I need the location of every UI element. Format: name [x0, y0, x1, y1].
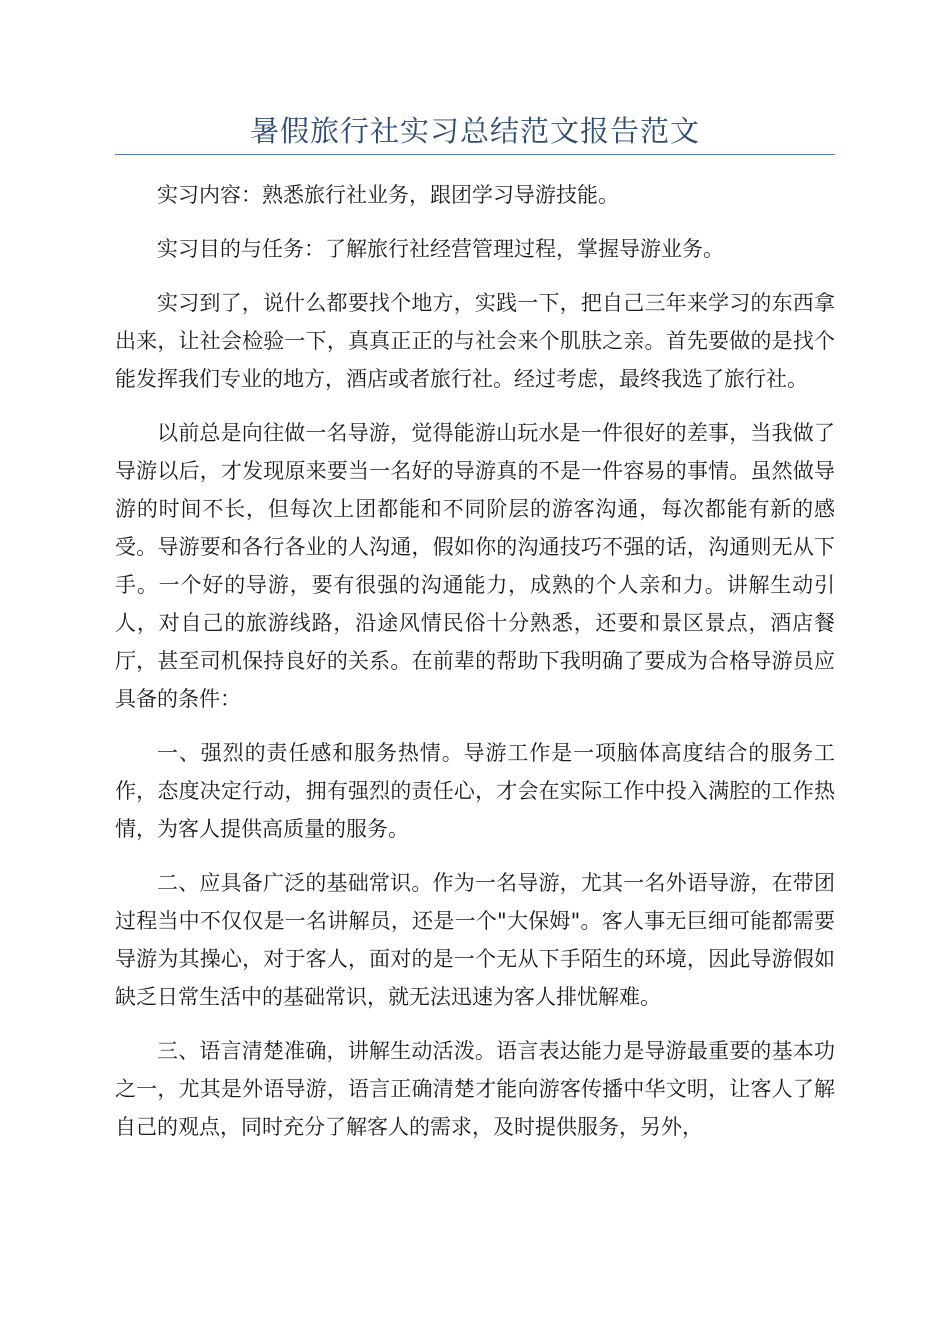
paragraph-intro: 实习到了，说什么都要找个地方，实践一下，把自己三年来学习的东西拿出来，让社会检验一下，真真正正的与社会来个肌肤之亲。首先要做的是找个能发挥我们专业的地方，酒店或者旅行社。经过考虑，最终我选了旅行社。	[115, 291, 835, 391]
document-body	[115, 176, 835, 1162]
paragraph-purpose: 实习目的与任务：了解旅行社经营管理过程，掌握导游业务。	[157, 237, 724, 261]
paragraph-point-one: 一、强烈的责任感和服务热情。导游工作是一项脑体高度结合的服务工作，态度决定行动，拥有强烈的责任心，才会在实际工作中投入满腔的工作热情，为客人提供高质量的服务。	[115, 741, 835, 841]
title-underline	[115, 154, 835, 155]
paragraph-experience: 以前总是向往做一名导游，觉得能游山玩水是一件很好的差事，当我做了导游以后，才发现原来要当一名好的导游真的不是一件容易的事情。虽然做导游的时间不长，但每次上团都能和不同阶层的游客沟通，每次都能有新的感受。导游要和各行各业的人沟通，假如你的沟通技巧不强的话，沟通则无从下手。一个好的导游，要有很强的沟通能力，成熟的个人亲和力。讲解生动引人，对自己的旅游线路，沿途风情民俗十分熟悉，还要和景区景点，酒店餐厅，甚至司机保持良好的关系。在前辈的帮助下我明确了要成为合格导游员应具备的条件：	[115, 421, 835, 711]
paragraph-content: 实习内容：熟悉旅行社业务，跟团学习导游技能。	[157, 183, 619, 207]
paragraph-point-two: 二、应具备广泛的基础常识。作为一名导游，尤其一名外语导游，在带团过程当中不仅仅是一名讲解员，还是一个"大保姆"。客人事无巨细可能都需要导游为其操心，对于客人，面对的是一个无从下手陌生的环境，因此导游假如缺乏日常生活中的基础常识，就无法迅速为客人排忧解难。	[115, 871, 835, 1009]
document-title: 暑假旅行社实习总结范文报告范文	[249, 114, 700, 148]
paragraph-point-three: 三、语言清楚准确，讲解生动活泼。语言表达能力是导游最重要的基本功之一，尤其是外语导游，语言正确清楚才能向游客传播中华文明，让客人了解自己的观点，同时充分了解客人的需求，及时提供服务，另外，	[115, 1039, 835, 1139]
